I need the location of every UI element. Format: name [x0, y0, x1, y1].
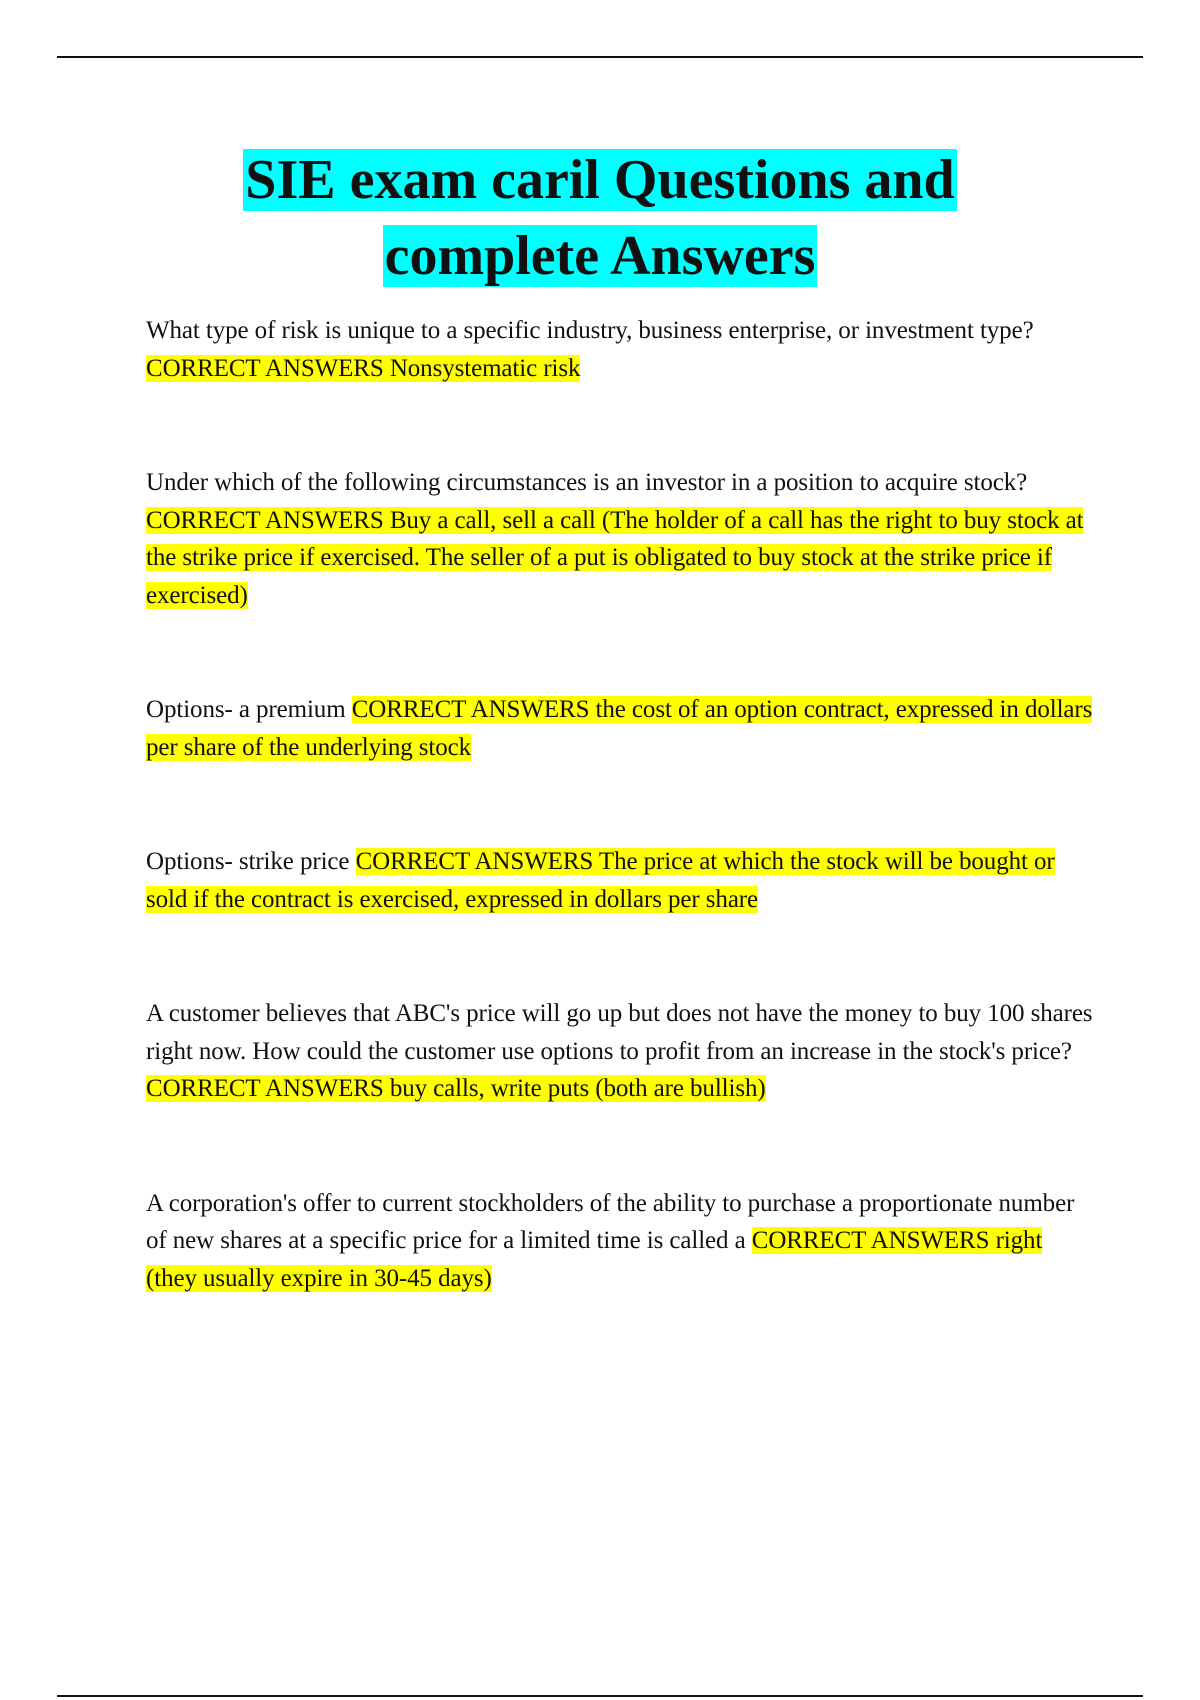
answer-text: CORRECT ANSWERS buy calls, write puts (both are bullish) — [146, 1075, 766, 1102]
title-line-2: complete Answers — [384, 225, 816, 287]
qa-item — [146, 464, 1096, 614]
qa-item — [146, 995, 1096, 1108]
answer-text: CORRECT ANSWERS the cost of an option contract, expressed in dollars per share of the underlying stock — [146, 696, 1093, 761]
question-text: A customer believes that ABC's price will go up but does not have the money to buy 100 shares right now. How could the customer use options to profit from an increase in the stock's price? — [146, 1000, 1093, 1065]
question-text: Options- a premium — [146, 696, 352, 723]
question-text: Options- strike price — [146, 848, 356, 875]
answer-text: CORRECT ANSWERS The price at which the stock will be bought or sold if the contract is exercised, expressed in dollars per share — [146, 848, 1055, 913]
qa-item — [146, 843, 1096, 918]
qa-item — [146, 1185, 1096, 1298]
top-rule — [57, 56, 1143, 58]
question-text: What type of risk is unique to a specific industry, business enterprise, or investment type? — [146, 317, 1034, 344]
document-title — [0, 142, 1200, 294]
question-text: Under which of the following circumstances is an investor in a position to acquire stock? — [146, 469, 1028, 496]
title-line-1: SIE exam caril Questions and — [245, 149, 955, 211]
answer-text: CORRECT ANSWERS right (they usually expire in 30-45 days) — [146, 1227, 1043, 1292]
qa-list — [146, 312, 1096, 1297]
qa-item — [146, 691, 1096, 766]
answer-text: CORRECT ANSWERS Nonsystematic risk — [146, 354, 581, 382]
qa-item — [146, 312, 1096, 387]
question-text: A corporation's offer to current stockholders of the ability to purchase a proportionate number of new shares at a specific price for a limited time is called a — [146, 1189, 1075, 1254]
bottom-rule — [57, 1695, 1143, 1697]
answer-text: CORRECT ANSWERS Buy a call, sell a call (The holder of a call has the right to buy stock at the strike price if exercised. The seller of a put is obligated to buy stock at the strike price if exercised) — [146, 506, 1084, 609]
